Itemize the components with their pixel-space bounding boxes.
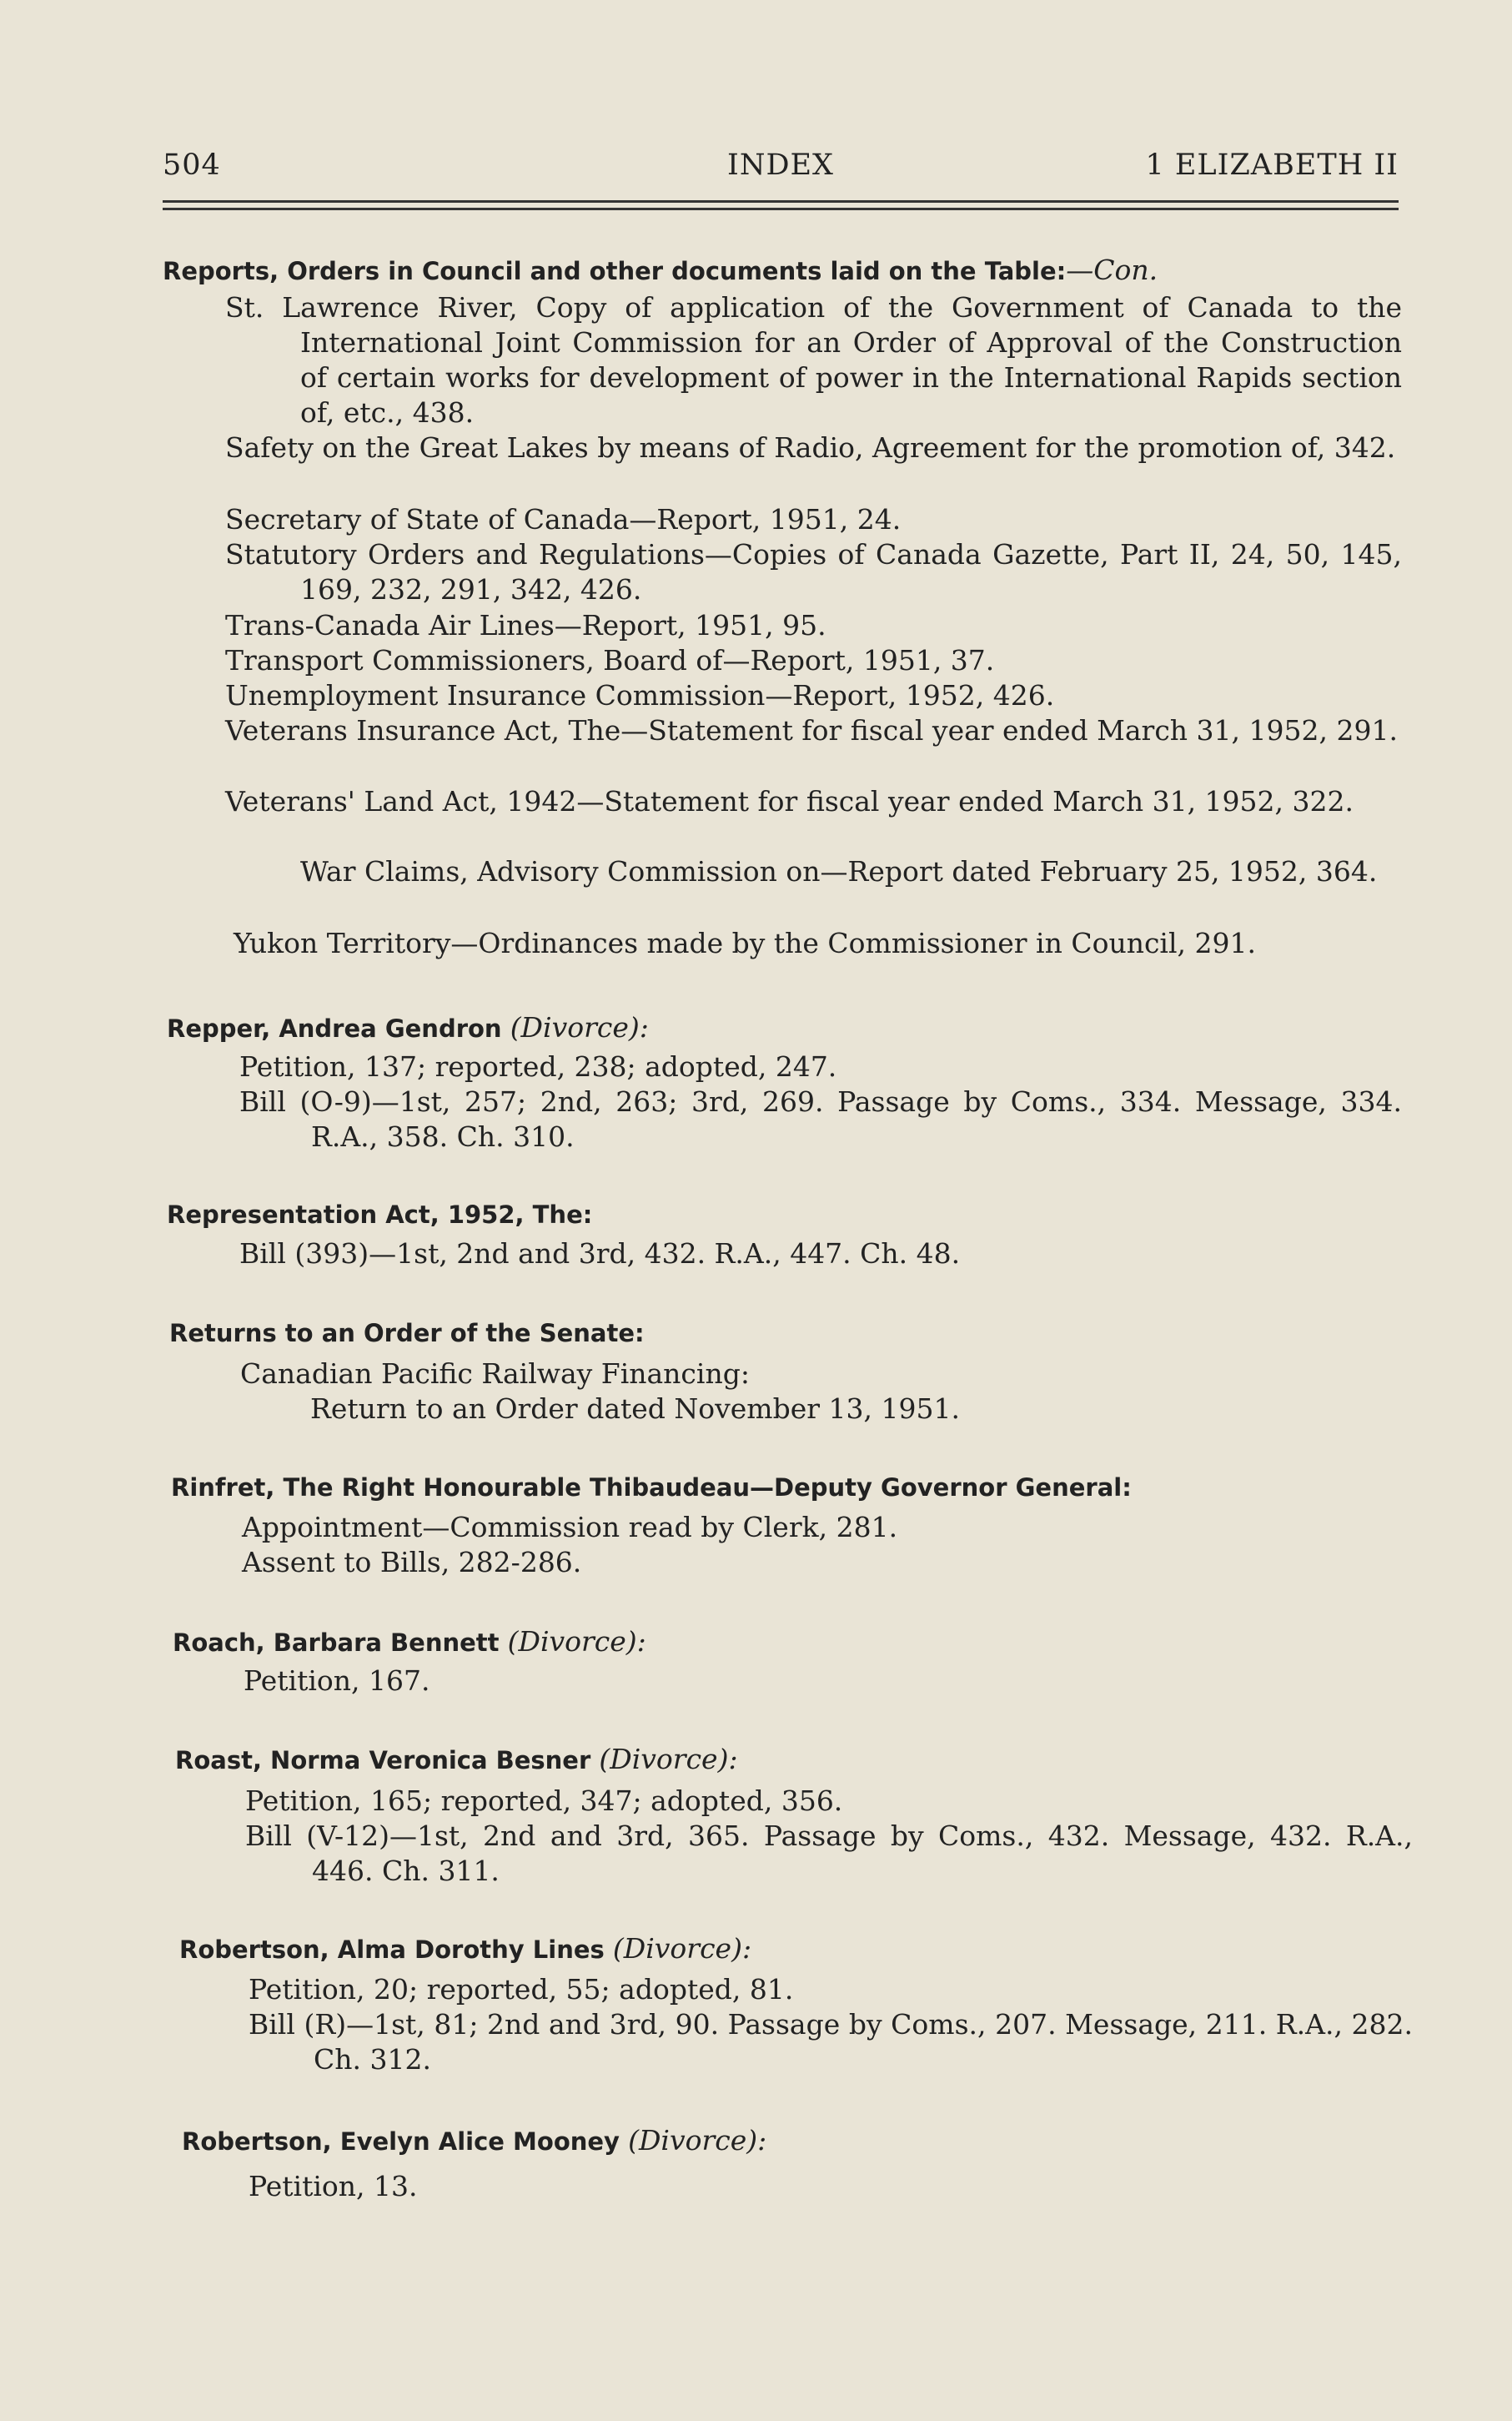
item-text: Bill (R)—1st, 81; 2nd and 3rd, 90. Passage by Coms., 207. Message, 211. R.A., 282. Ch. 312. — [249, 2008, 1413, 2076]
running-head — [163, 148, 1399, 190]
item-text: St. Lawrence River, Copy of application of the Government of Canada to the International Joint Commission for an Order of Approval of the Construction of certain works for development of power in the International Rapids section of, etc., 438. — [225, 291, 1402, 429]
heading-text: Reports, Orders in Council and other documents laid on the Table: — [163, 257, 1067, 285]
heading-text: Roach, Barbara Bennett — [173, 1628, 500, 1657]
continued-label: —Con. — [1066, 254, 1158, 286]
list-item — [225, 713, 1402, 748]
appointment-line: Appointment—Commission read by Clerk, 281. — [242, 1511, 898, 1543]
entry-heading-robertson-alma — [179, 1930, 751, 1968]
list-item — [225, 784, 1402, 819]
petition-line — [249, 1972, 1413, 2007]
divorce-tag: (Divorce): — [507, 1625, 646, 1658]
bill-line — [239, 1236, 1402, 1271]
item-text: Trans-Canada Air Lines—Report, 1951, 95. — [225, 609, 826, 642]
entry-heading-returns — [169, 1315, 645, 1351]
petition-line — [239, 1049, 1402, 1085]
list-item — [225, 537, 1402, 607]
petition-line — [245, 1784, 1413, 1819]
entry-heading-representation-act — [167, 1196, 592, 1233]
heading-text: Rinfret, The Right Honourable Thibaudeau—Deputy Governor General: — [171, 1473, 1132, 1502]
item-text: Bill (V-12)—1st, 2nd and 3rd, 365. Passage by Coms., 432. Message, 432. R.A., 446. Ch. 311. — [245, 1820, 1413, 1887]
sub-heading: Canadian Pacific Railway Financing: — [240, 1357, 750, 1390]
heading-text: Repper, Andrea Gendron — [167, 1014, 502, 1043]
divorce-tag: (Divorce): — [510, 1011, 649, 1044]
heading-text: Robertson, Alma Dorothy Lines — [179, 1935, 605, 1964]
heading-text: Robertson, Evelyn Alice Mooney — [182, 2127, 620, 2156]
petition-line: Petition, 167. — [244, 1664, 430, 1697]
item-text: Safety on the Great Lakes by means of Radio, Agreement for the promotion of, 342. — [225, 431, 1396, 464]
item-text: Statutory Orders and Regulations—Copies of Canada Gazette, Part II, 24, 50, 145, 169, 232, 291, 342, 426. — [225, 538, 1402, 606]
item-text: Unemployment Insurance Commission—Report, 1952, 426. — [225, 679, 1055, 712]
list-item: Return to an Order dated November 13, 1951. — [310, 1392, 960, 1425]
divorce-tag: (Divorce): — [628, 2124, 767, 2157]
item-text: Veterans Insurance Act, The—Statement for fiscal year ended March 31, 1952, 291. — [225, 714, 1398, 747]
divorce-tag: (Divorce): — [599, 1743, 738, 1775]
entry-heading-rinfret — [171, 1469, 1132, 1506]
list-item — [225, 678, 1402, 713]
page-title: INDEX — [727, 148, 834, 182]
item-text: Yukon Territory—Ordinances made by the Commissioner in Council, 291. — [234, 927, 1256, 959]
bill-line — [245, 1819, 1413, 1889]
assent-line: Assent to Bills, 282-286. — [242, 1546, 582, 1578]
entry-heading-roach — [173, 1623, 646, 1661]
item-text: War Claims, Advisory Commission on—Report dated February 25, 1952, 364. — [300, 855, 1378, 888]
item-text: Petition, 20; reported, 55; adopted, 81. — [249, 1973, 794, 2006]
item-text: Bill (393)—1st, 2nd and 3rd, 432. R.A., 447. Ch. 48. — [239, 1237, 961, 1270]
list-item — [225, 430, 1402, 466]
bill-line — [239, 1085, 1402, 1155]
entry-heading-reports — [163, 252, 1158, 289]
entry-heading-roast — [175, 1741, 738, 1779]
page-number: 504 — [163, 148, 221, 182]
session-label: 1 ELIZABETH II — [1145, 148, 1399, 182]
header-rule-bottom — [163, 208, 1399, 210]
list-item — [225, 643, 1402, 678]
item-text: Petition, 137; reported, 238; adopted, 247. — [239, 1050, 837, 1083]
item-text: Secretary of State of Canada—Report, 1951, 24. — [225, 503, 902, 536]
item-text: Veterans' Land Act, 1942—Statement for fiscal year ended March 31, 1952, 322. — [225, 785, 1354, 818]
list-item — [225, 502, 1402, 537]
bill-line — [249, 2007, 1413, 2077]
header-rule-top — [163, 200, 1399, 203]
heading-text: Returns to an Order of the Senate: — [169, 1319, 645, 1347]
entry-heading-repper — [167, 1009, 649, 1047]
petition-line: Petition, 13. — [249, 2170, 418, 2202]
list-item — [300, 854, 1402, 889]
list-item — [225, 290, 1402, 430]
entry-heading-robertson-evelyn — [182, 2122, 766, 2160]
list-item — [234, 926, 1402, 961]
item-text: Bill (O-9)—1st, 257; 2nd, 263; 3rd, 269. Passage by Coms., 334. Message, 334. R.A., 358. Ch. 310. — [239, 1085, 1402, 1153]
item-text: Petition, 165; reported, 347; adopted, 356. — [245, 1784, 843, 1817]
item-text: Transport Commissioners, Board of—Report, 1951, 37. — [225, 644, 995, 677]
divorce-tag: (Divorce): — [612, 1932, 752, 1965]
list-item — [225, 608, 1402, 643]
heading-text: Representation Act, 1952, The: — [167, 1200, 593, 1229]
heading-text: Roast, Norma Veronica Besner — [175, 1746, 591, 1774]
